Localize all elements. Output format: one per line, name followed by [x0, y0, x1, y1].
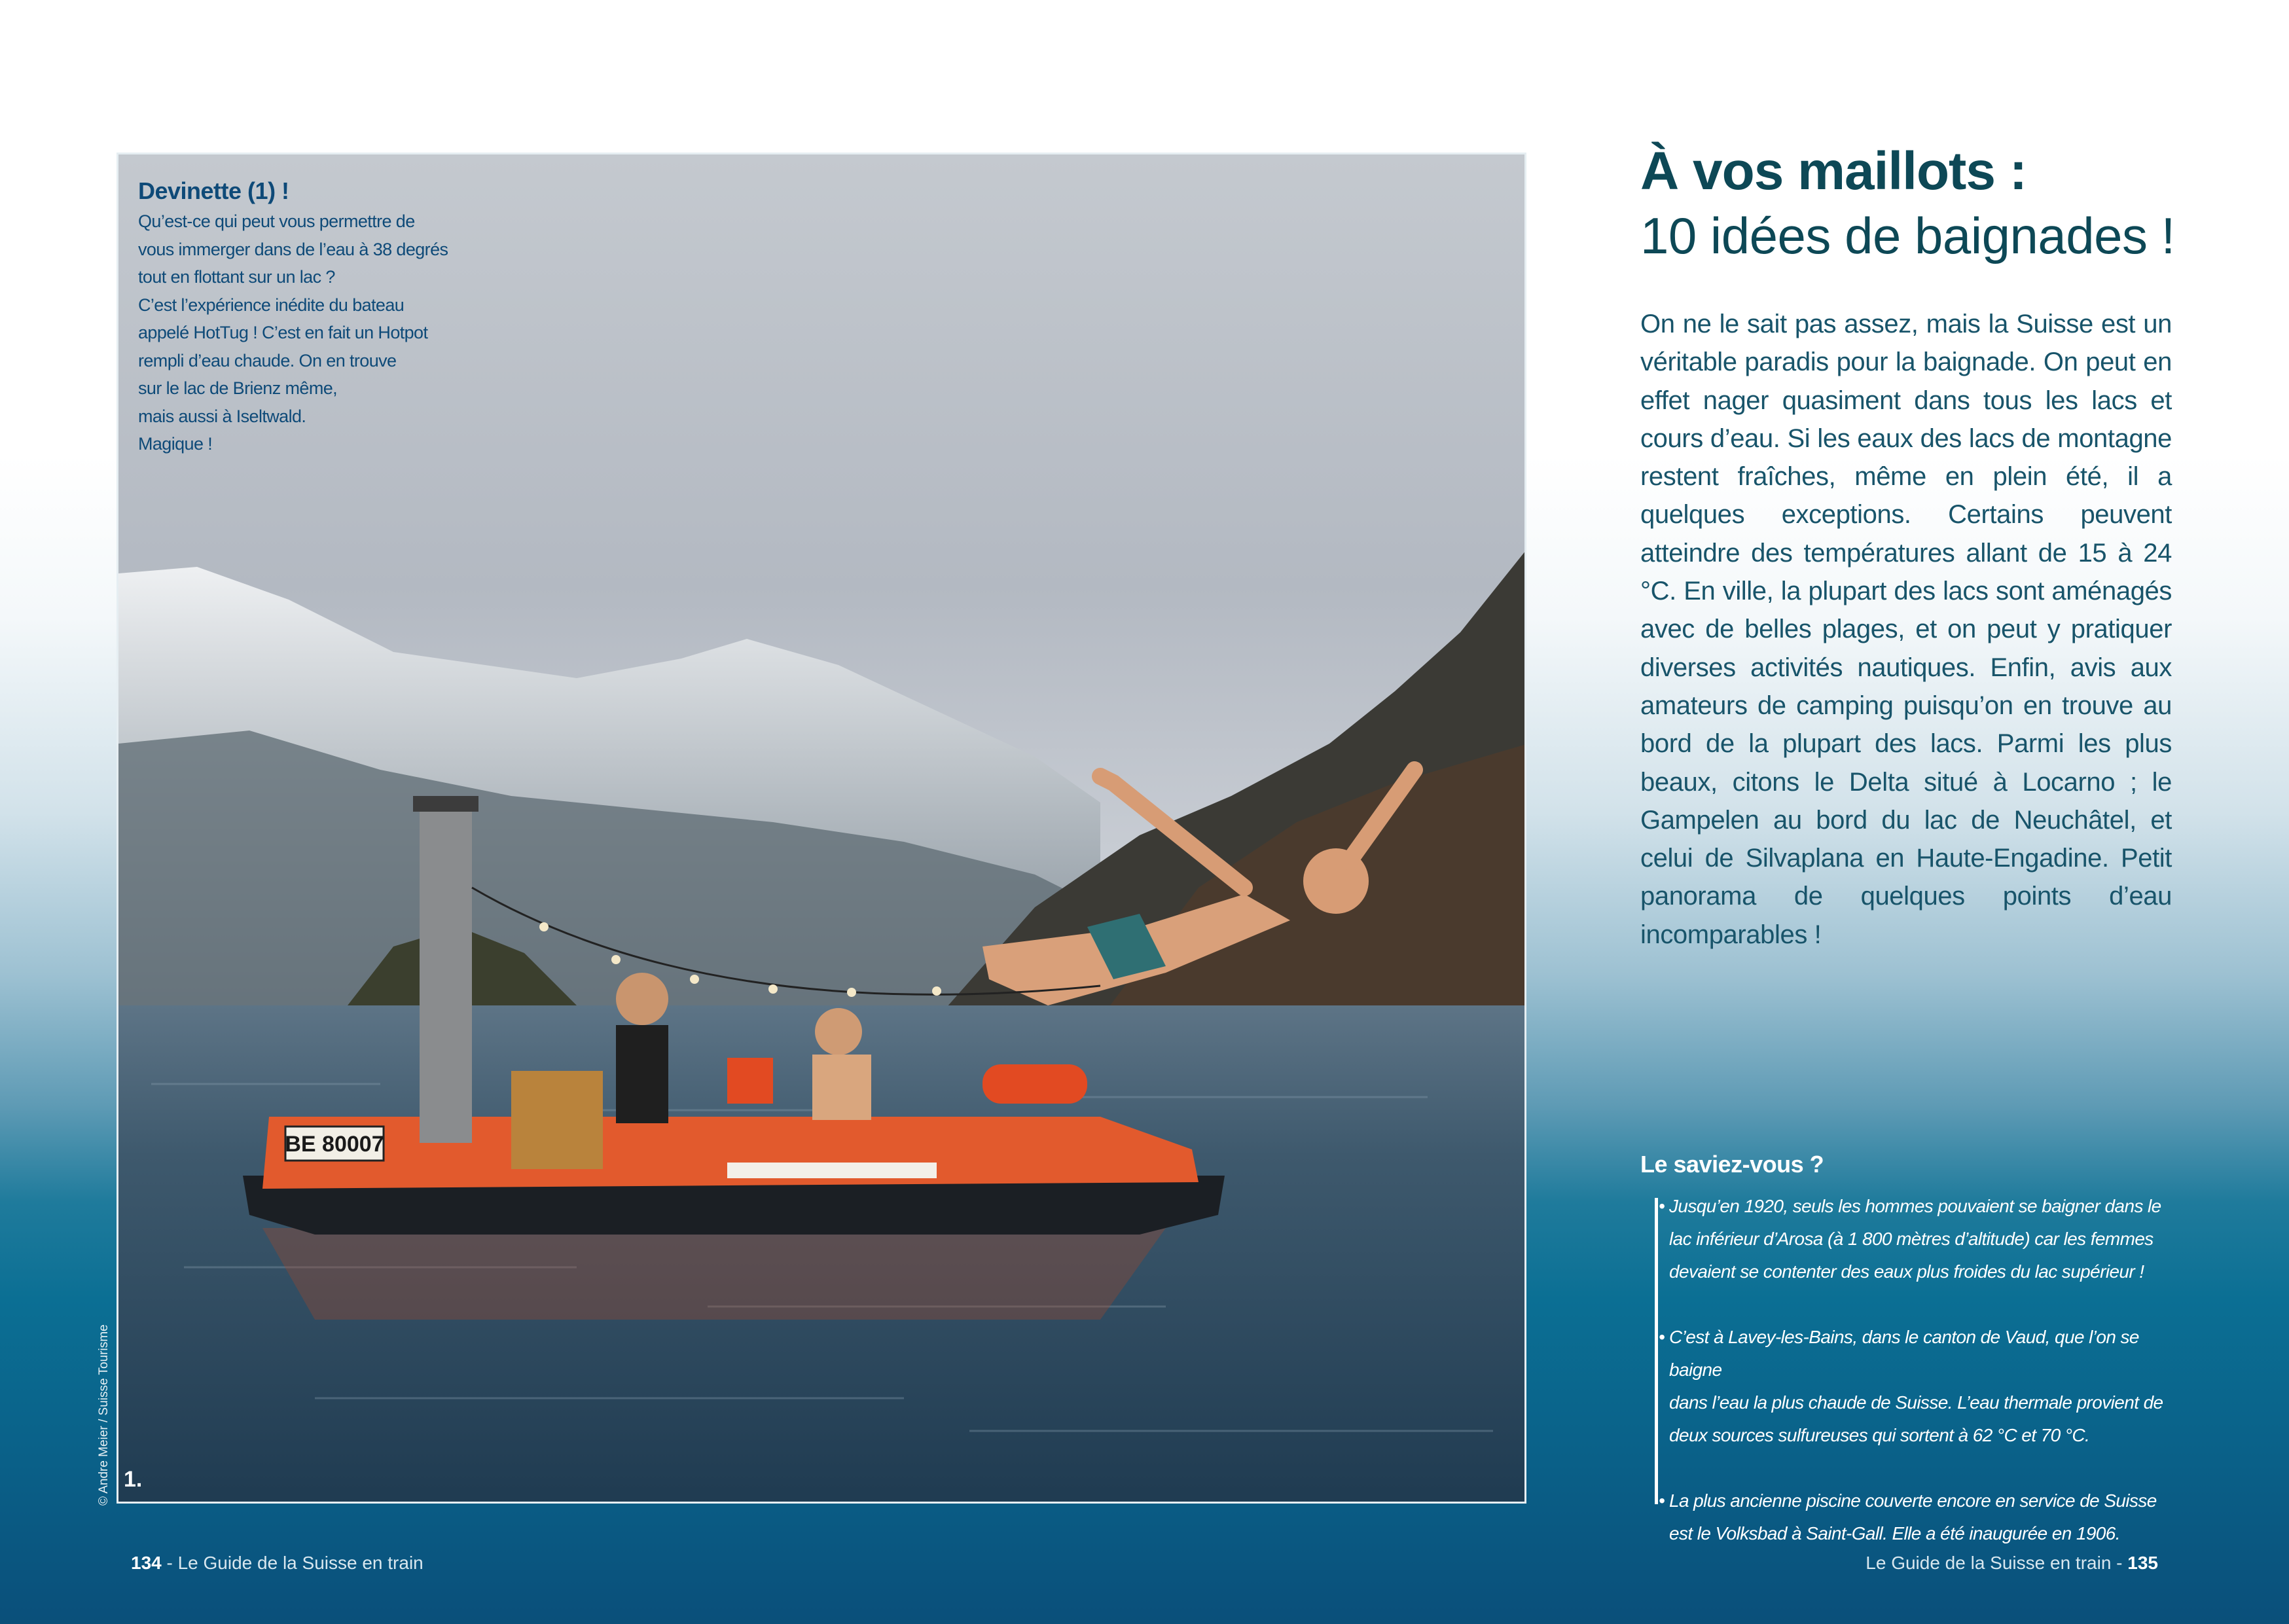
- bullet: •: [1659, 1327, 1665, 1347]
- fact-line: C’est à Lavey-les-Bains, dans le canton de Vaud, que l’on se baigne: [1669, 1327, 2139, 1380]
- riddle-text: [138, 208, 505, 458]
- fact-line: est le Volksbad à Saint-Gall. Elle a été inaugurée en 1906.: [1669, 1523, 2120, 1543]
- bullet: •: [1659, 1490, 1665, 1511]
- riddle-line: C’est l’expérience inédite du bateau: [138, 295, 405, 315]
- fact-line: devaient se contenter des eaux plus froides du lac supérieur !: [1669, 1261, 2144, 1282]
- article-body: On ne le sait pas assez, mais la Suisse est un véritable paradis pour la baignade. On peut en effet nager quasiment dans tous les lacs et cours d’eau. Si les eaux des lacs de montagne restent fraîches, même en plein été, il a quelques exceptions. Certains peuvent atteindre des températures allant de 15 à 24 °C. En ville, la plupart des lacs sont aménagés avec de belles plages, et on peut y pratiquer diverses activités nautiques. Enfin, avis aux amateurs de camping puisqu’on en trouve au bord de la plupart des lacs. Parmi les plus beaux, citons le Delta situé à Locarno ; le Gampelen au bord du lac de Neuchâtel, et celui de Silvaplana en Haute-Engadine. Petit panorama de quelques points d’eau incomparables !: [1640, 310, 2172, 949]
- fact-line: lac inférieur d’Arosa (à 1 800 mètres d’altitude) car les femmes: [1669, 1229, 2154, 1249]
- riddle-line: mais aussi à Iseltwald.: [138, 406, 306, 426]
- fact-line: Jusqu’en 1920, seuls les hommes pouvaient se baigner dans le: [1669, 1196, 2161, 1216]
- fact-line: deux sources sulfureuses qui sortent à 62 °C et 70 °C.: [1669, 1425, 2090, 1445]
- did-you-know-title: Le saviez-vous ?: [1640, 1151, 1824, 1178]
- page-title-bold: À vos maillots :: [1640, 141, 2027, 201]
- page-title-subtitle: 10 idées de baignades !: [1640, 207, 2175, 264]
- riddle-line: sur le lac de Brienz même,: [138, 378, 338, 398]
- photo-number: 1.: [124, 1467, 143, 1492]
- did-you-know-item: [1659, 1321, 2180, 1452]
- footer-right: [1865, 1553, 2158, 1574]
- boat-plate-text: BE 80007: [285, 1132, 384, 1157]
- footer-left-text: - Le Guide de la Suisse en train: [161, 1553, 424, 1573]
- riddle-title: Devinette (1) !: [138, 177, 289, 204]
- page-number-right: 135: [2127, 1553, 2158, 1573]
- did-you-know-list: [1659, 1190, 2180, 1583]
- fact-line: dans l’eau la plus chaude de Suisse. L’eau thermale provient de: [1669, 1392, 2163, 1413]
- chimney: [420, 803, 472, 1143]
- riddle-line: Qu’est-ce qui peut vous permettre de: [138, 211, 415, 231]
- riddle-box: [138, 177, 505, 458]
- did-you-know-bar: [1655, 1198, 1658, 1504]
- page-number-left: 134: [131, 1553, 162, 1573]
- riddle-line: appelé HotTug ! C’est en fait un Hotpot: [138, 323, 428, 342]
- footer-right-text: Le Guide de la Suisse en train -: [1865, 1553, 2128, 1573]
- person-2-head: [815, 1008, 862, 1055]
- riddle-line: Magique !: [138, 434, 213, 454]
- riddle-line: tout en flottant sur un lac ?: [138, 267, 335, 287]
- did-you-know-item: [1659, 1190, 2180, 1288]
- person-1-body: [616, 1025, 668, 1123]
- photo: [117, 153, 1526, 1504]
- wood-barrel: [511, 1071, 603, 1169]
- footer-left: [131, 1553, 424, 1574]
- person-1-head: [616, 973, 668, 1025]
- riddle-line: vous immerger dans de l’eau à 38 degrés: [138, 239, 448, 259]
- bullet: •: [1659, 1196, 1665, 1216]
- photo-credit: © Andre Meier / Suisse Tourisme: [97, 1324, 111, 1506]
- riddle-line: rempli d’eau chaude. On en trouve: [138, 350, 397, 370]
- did-you-know-item: [1659, 1485, 2180, 1550]
- fact-line: La plus ancienne piscine couverte encore en service de Suisse: [1669, 1490, 2157, 1511]
